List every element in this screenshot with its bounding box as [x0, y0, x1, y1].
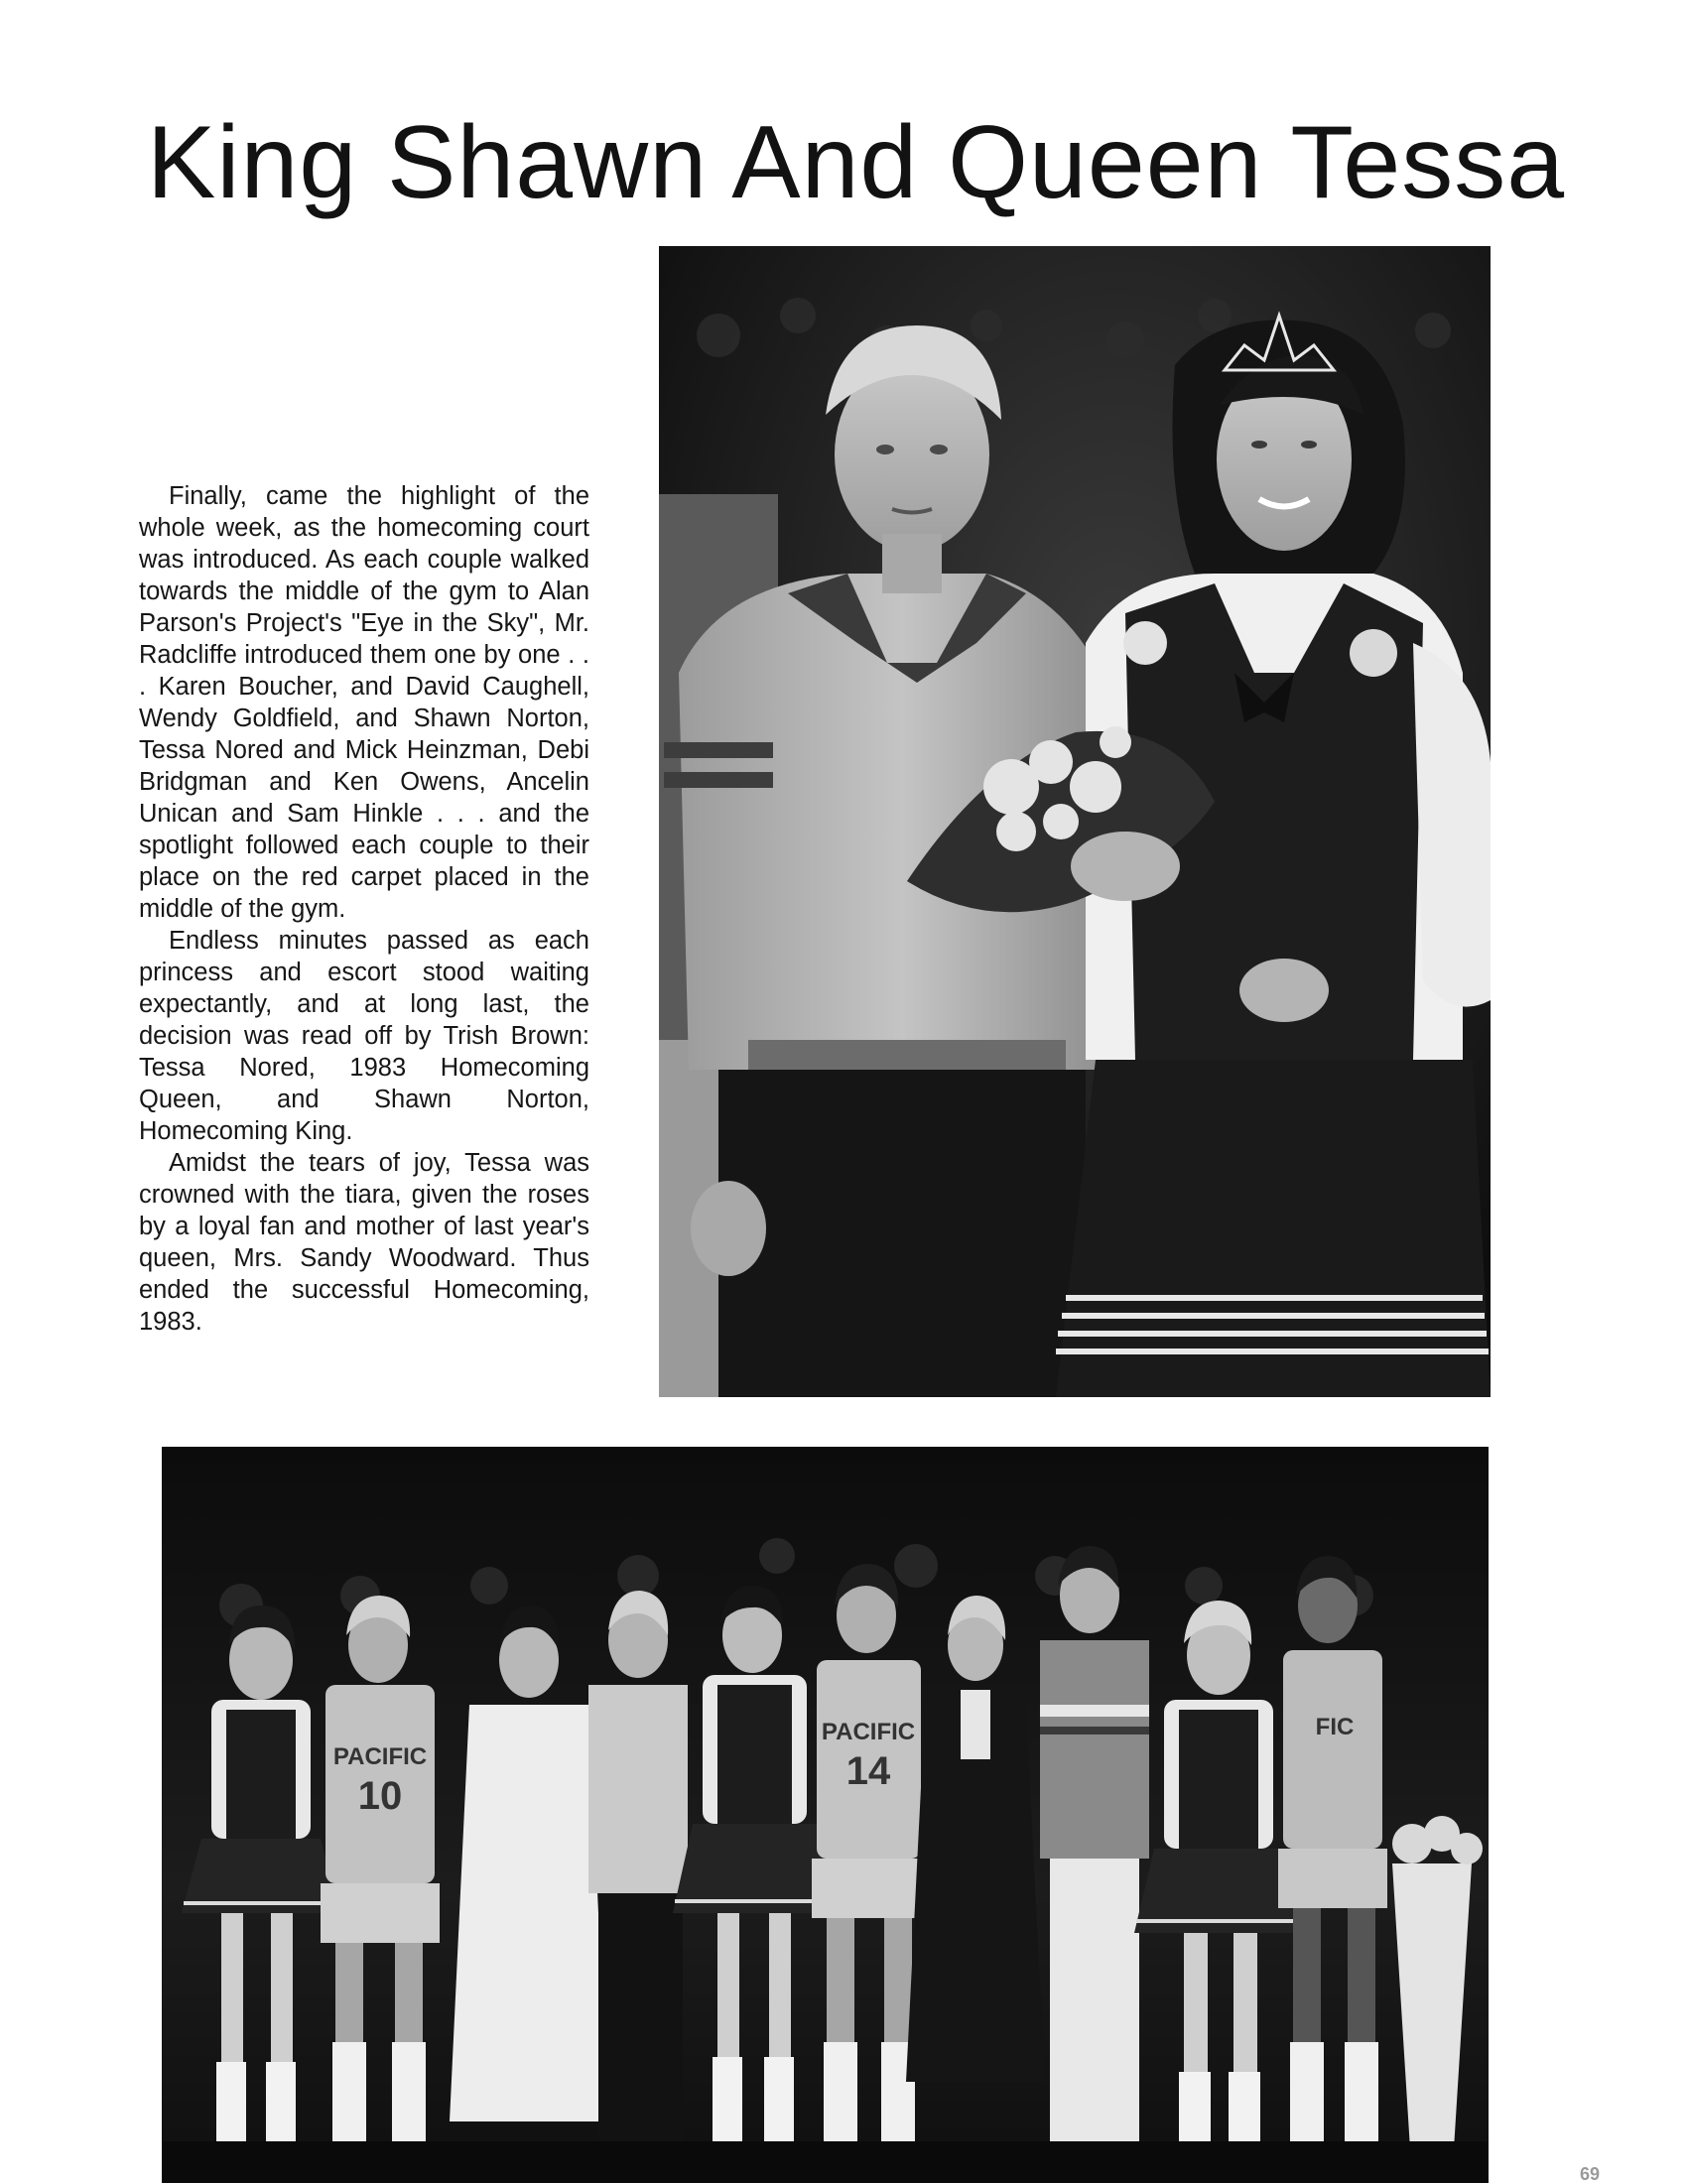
- jersey-left-text: PACIFIC: [332, 1743, 428, 1770]
- article-paragraph-3: Amidst the tears of joy, Tessa was crowned with the tiara, given the roses by a loyal fan and mother of last year's queen, Mrs. Sandy Woodward. Thus ended the successful Homecoming, 1983.: [139, 1149, 589, 1336]
- article-text: [139, 480, 589, 1338]
- page-number: 69: [1580, 2164, 1601, 2184]
- article-paragraph-1: Finally, came the highlight of the whole week, as the homecoming court was introduced. As each couple walked towards the middle of the gym to Alan Parson's Project's "Eye in the Sky", Mr. Radcliffe introduced them one by one . . . Karen Boucher, and David Caughell, Wendy Goldfield, and Shawn Norton, Tessa Nored and Mick Heinzman, Debi Bridgman and Ken Owens, Ancelin Unican and Sam Hinkle . . . and the spotlight followed each couple to their place on the red carpet placed in the middle of the gym.: [139, 482, 589, 923]
- photo-homecoming-court-image: [162, 1447, 1489, 2183]
- jersey-mid-number: 14: [845, 1749, 891, 1793]
- photo-homecoming-court: [162, 1447, 1489, 2183]
- article-paragraph-2: Endless minutes passed as each princess and escort stood waiting expectantly, and at long last, the decision was read off by Trish Brown: Tessa Nored, 1983 Homecoming Queen, and Shawn Norton, Homecoming King.: [139, 927, 589, 1145]
- page-title: King Shawn And Queen Tessa: [147, 105, 1566, 220]
- jersey-left-number: 10: [357, 1774, 403, 1818]
- jersey-right-text: FIC: [1315, 1714, 1355, 1740]
- photo-king-and-queen-image: [659, 246, 1491, 1397]
- photo-king-and-queen: [659, 246, 1491, 1397]
- jersey-mid-text: PACIFIC: [821, 1719, 916, 1745]
